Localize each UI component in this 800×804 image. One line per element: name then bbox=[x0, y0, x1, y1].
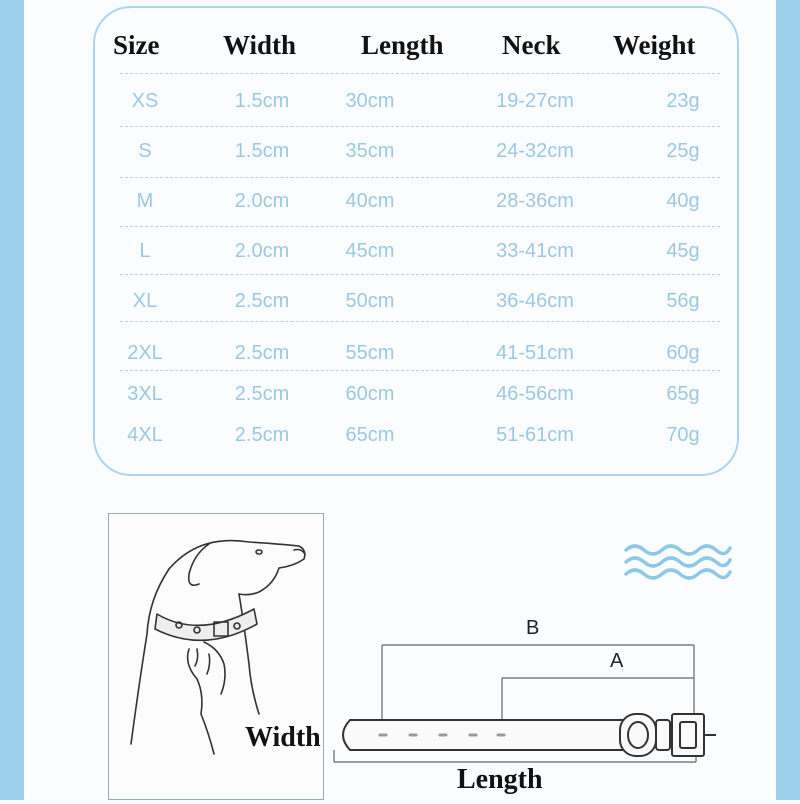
cell-width: 2.5cm bbox=[234, 383, 290, 405]
row-divider bbox=[120, 177, 720, 178]
cell-width: 2.0cm bbox=[234, 240, 290, 262]
cell-weight: 70g bbox=[666, 424, 700, 446]
row-divider bbox=[120, 226, 720, 227]
row-divider bbox=[120, 370, 720, 371]
cell-width: 2.0cm bbox=[234, 190, 290, 212]
cell-width: 1.5cm bbox=[234, 140, 290, 162]
header-weight: Weight bbox=[613, 30, 696, 60]
row-divider bbox=[120, 321, 720, 322]
wave-icon bbox=[622, 540, 734, 584]
cell-neck: 19-27cm bbox=[496, 90, 574, 112]
row-divider bbox=[120, 73, 720, 74]
cell-weight: 56g bbox=[666, 290, 700, 312]
cell-length: 40cm bbox=[345, 190, 395, 212]
size-table-card bbox=[93, 6, 739, 476]
label-b: B bbox=[526, 617, 540, 639]
cell-length: 35cm bbox=[345, 140, 395, 162]
cell-neck: 33-41cm bbox=[496, 240, 574, 262]
cell-length: 65cm bbox=[345, 424, 395, 446]
cell-size: XS bbox=[131, 90, 159, 112]
cell-weight: 25g bbox=[666, 140, 700, 162]
cell-size: XL bbox=[132, 290, 158, 312]
cell-weight: 65g bbox=[666, 383, 700, 405]
cell-length: 30cm bbox=[345, 90, 395, 112]
cell-weight: 45g bbox=[666, 240, 700, 262]
cell-size: 3XL bbox=[127, 383, 163, 405]
cell-width: 2.5cm bbox=[234, 424, 290, 446]
cell-length: 55cm bbox=[345, 342, 395, 364]
cell-neck: 46-56cm bbox=[496, 383, 574, 405]
header-length: Length bbox=[361, 30, 444, 60]
cell-neck: 24-32cm bbox=[496, 140, 574, 162]
row-divider bbox=[120, 126, 720, 127]
cell-size: 4XL bbox=[127, 424, 163, 446]
right-band bbox=[776, 0, 800, 800]
cell-weight: 23g bbox=[666, 90, 700, 112]
cell-size: L bbox=[139, 240, 151, 262]
cell-neck: 36-46cm bbox=[496, 290, 574, 312]
cell-size: S bbox=[138, 140, 152, 162]
header-neck: Neck bbox=[502, 30, 561, 60]
cell-weight: 60g bbox=[666, 342, 700, 364]
cell-neck: 28-36cm bbox=[496, 190, 574, 212]
collar-icon bbox=[343, 714, 716, 756]
label-width: Width bbox=[245, 722, 321, 753]
cell-weight: 40g bbox=[666, 190, 700, 212]
dog-illustration bbox=[108, 513, 324, 800]
cell-width: 2.5cm bbox=[234, 342, 290, 364]
label-length: Length bbox=[457, 764, 543, 795]
cell-size: 2XL bbox=[127, 342, 163, 364]
left-band bbox=[0, 0, 24, 800]
cell-neck: 41-51cm bbox=[496, 342, 574, 364]
cell-length: 60cm bbox=[345, 383, 395, 405]
row-divider bbox=[120, 274, 720, 275]
cell-size: M bbox=[136, 190, 154, 212]
cell-width: 2.5cm bbox=[234, 290, 290, 312]
cell-width: 1.5cm bbox=[234, 90, 290, 112]
header-width: Width bbox=[223, 30, 297, 60]
cell-neck: 51-61cm bbox=[496, 424, 574, 446]
label-a: A bbox=[610, 650, 624, 672]
header-size: Size bbox=[113, 30, 160, 60]
cell-length: 50cm bbox=[345, 290, 395, 312]
cell-length: 45cm bbox=[345, 240, 395, 262]
dog-icon bbox=[109, 514, 323, 799]
